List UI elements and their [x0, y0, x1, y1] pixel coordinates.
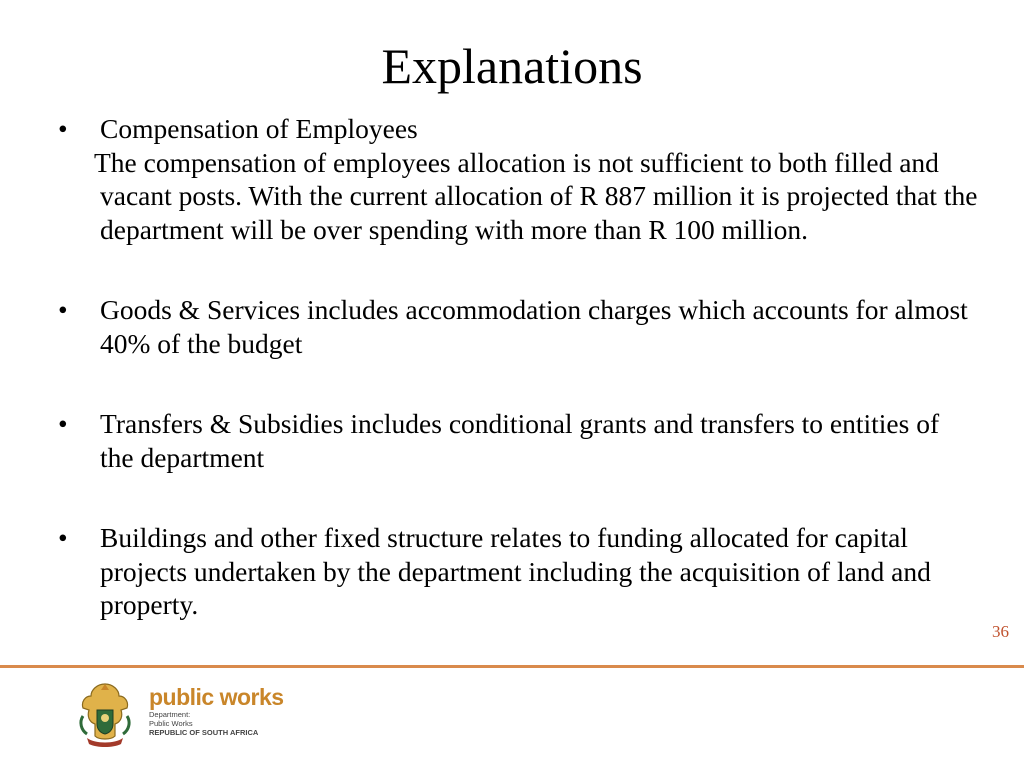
bullet-dot: •: [58, 113, 68, 144]
bullet-item: [58, 407, 978, 474]
department-logo: [75, 680, 295, 752]
logo-line-public-works: Public Works: [149, 719, 193, 728]
bullet-list: [58, 112, 978, 622]
logo-line-department: Department:: [149, 710, 191, 719]
logo-line-country: REPUBLIC OF SOUTH AFRICA: [149, 728, 259, 737]
bullet-text: Goods & Services includes accommodation charges which accounts for almost 40% of the budget: [100, 294, 968, 359]
bullet-dot: •: [58, 294, 68, 325]
bullet-text: Transfers & Subsidies includes conditional grants and transfers to entities of the department: [100, 408, 940, 473]
bullet-dot: •: [58, 522, 68, 553]
bullet-item: [58, 521, 978, 622]
bullet-item: [58, 112, 978, 246]
bullet-detail: The compensation of employees allocation is not sufficient to both filled and vacant posts. With the current allocation of R 887 million it is projected that the department will be over spending with more than R 100 million.: [94, 146, 978, 245]
bullet-item: [58, 293, 978, 360]
logo-text: [149, 684, 284, 737]
bullet-dot: •: [58, 408, 68, 439]
page-number: 36: [992, 622, 1009, 641]
coat-of-arms-icon: [75, 680, 135, 750]
bullet-text: Compensation of Employees: [100, 113, 418, 144]
bullet-text: Buildings and other fixed structure relates to funding allocated for capital projects undertaken by the department including the acquisition of land and property.: [100, 522, 931, 620]
logo-wordmark: public works: [149, 684, 284, 710]
slide-title: Explanations: [381, 38, 643, 94]
